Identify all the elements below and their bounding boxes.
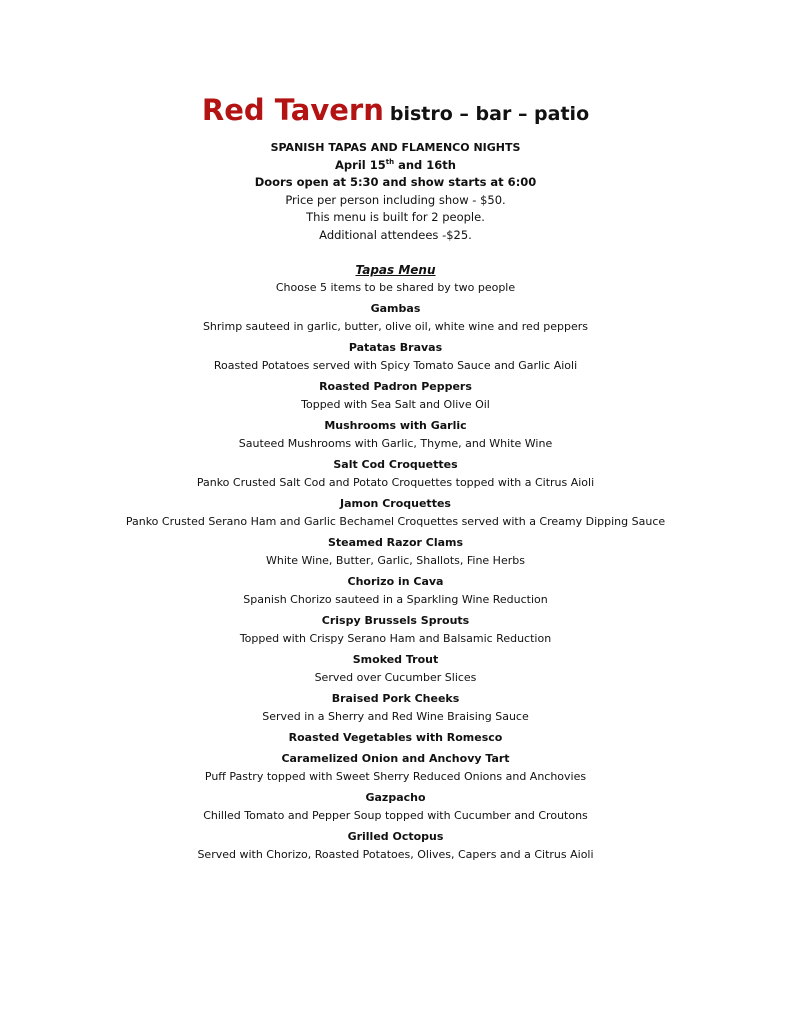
menu-item: [0, 417, 791, 453]
menu-item-description: Roasted Potatoes served with Spicy Tomato Sauce and Garlic Aioli: [213, 359, 578, 372]
menu-item: [0, 690, 791, 726]
menu-item: [0, 300, 791, 336]
menu-item: [0, 534, 791, 570]
menu-item: [0, 495, 791, 531]
menu-item-name: Roasted Padron Peppers: [319, 380, 472, 393]
menu-item-name: Chorizo in Cava: [347, 575, 444, 588]
menu-item-description: Sauteed Mushrooms with Garlic, Thyme, and White Wine: [238, 437, 553, 450]
menu-item-name: Smoked Trout: [352, 653, 439, 666]
menu-item-description: Panko Crusted Serano Ham and Garlic Bechamel Croquettes served with a Creamy Dipping Sauce: [125, 515, 666, 528]
menu-item-description: Served with Chorizo, Roasted Potatoes, Olives, Capers and a Citrus Aioli: [197, 848, 594, 861]
menu-item-description: Puff Pastry topped with Sweet Sherry Reduced Onions and Anchovies: [204, 770, 587, 783]
menu-item-description: Shrimp sauteed in garlic, butter, olive oil, white wine and red peppers: [202, 320, 589, 333]
date-superscript: th: [385, 157, 395, 166]
date-prefix: April 15: [335, 157, 386, 172]
date-suffix: and 16th: [394, 157, 456, 172]
menu-item-name: Caramelized Onion and Anchovy Tart: [281, 752, 510, 765]
menu-instructions: Choose 5 items to be shared by two people: [275, 281, 516, 294]
event-title: SPANISH TAPAS AND FLAMENCO NIGHTS: [270, 141, 521, 154]
menu-item: [0, 612, 791, 648]
menu-item-description: Topped with Crispy Serano Ham and Balsamic Reduction: [239, 632, 552, 645]
brand-subtitle: bistro – bar – patio: [389, 103, 590, 125]
menu-item: [0, 750, 791, 786]
menu-heading: Tapas Menu: [355, 263, 436, 277]
menu-size-line: This menu is built for 2 people.: [306, 210, 485, 224]
menu-item-name: Crispy Brussels Sprouts: [321, 614, 470, 627]
additional-attendees-line: Additional attendees -$25.: [319, 227, 472, 242]
menu-item: [0, 339, 791, 375]
menu-item-description: Chilled Tomato and Pepper Soup topped with Cucumber and Croutons: [203, 809, 588, 822]
menu-item-name: Gazpacho: [365, 791, 426, 804]
menu-item-description: Served in a Sherry and Red Wine Braising Sauce: [262, 710, 529, 723]
menu-item: [0, 573, 791, 609]
menu-item-name: Grilled Octopus: [347, 830, 444, 843]
restaurant-title: [0, 93, 791, 127]
menu-item-description: White Wine, Butter, Garlic, Shallots, Fine Herbs: [266, 554, 525, 567]
menu-item: [0, 729, 791, 747]
menu-item: [0, 789, 791, 825]
menu-item-name: Mushrooms with Garlic: [324, 419, 467, 432]
menu-item: [0, 378, 791, 414]
menu-item-description: Panko Crusted Salt Cod and Potato Croquettes topped with a Citrus Aioli: [196, 476, 595, 489]
menu-item: [0, 456, 791, 492]
menu-item-name: Salt Cod Croquettes: [333, 458, 458, 471]
brand-name: Red Tavern: [201, 93, 384, 127]
menu-item: [0, 651, 791, 687]
menu-item-name: Gambas: [370, 302, 421, 315]
menu-item-name: Jamon Croquettes: [340, 497, 451, 510]
event-info: [0, 139, 791, 244]
menu-item-description: Served over Cucumber Slices: [314, 671, 477, 684]
menu-item-name: Braised Pork Cheeks: [331, 692, 460, 705]
menu-items: [0, 300, 791, 864]
tapas-menu: [0, 262, 791, 864]
menu-item-name: Roasted Vegetables with Romesco: [288, 731, 503, 744]
doors-time: Doors open at 5:30 and show starts at 6:00: [254, 175, 537, 189]
menu-item-description: Spanish Chorizo sauteed in a Sparkling Wine Reduction: [243, 593, 548, 606]
price-line: Price per person including show - $50.: [285, 192, 506, 207]
event-dates: [0, 157, 791, 175]
menu-item-name: Patatas Bravas: [348, 341, 443, 354]
menu-item-name: Steamed Razor Clams: [327, 536, 464, 549]
menu-item: [0, 828, 791, 864]
menu-item-description: Topped with Sea Salt and Olive Oil: [301, 398, 490, 411]
